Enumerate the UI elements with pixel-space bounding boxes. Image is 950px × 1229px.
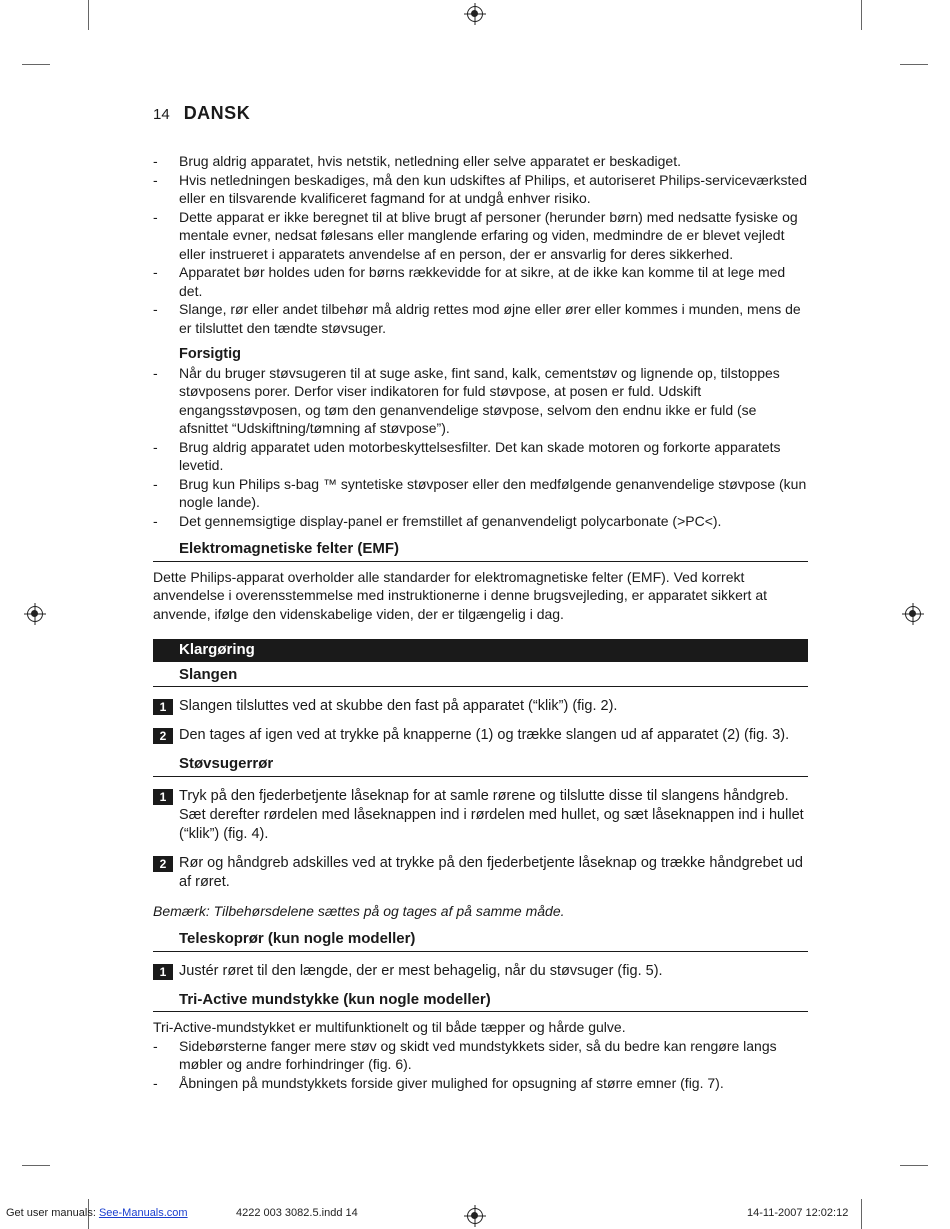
emf-heading: Elektromagnetiske felter (EMF) bbox=[153, 540, 808, 562]
step-number: 1 bbox=[153, 964, 173, 980]
footer-file-name: 4222 003 3082.5.indd 14 bbox=[236, 1207, 358, 1219]
crop-mark bbox=[22, 64, 50, 65]
list-item: - Dette apparat er ikke beregnet til at blive brugt af personer (herunder børn) med nedsatte fysiske og mentale evner, nedsat følesans eller manglende erfaring og viden, medmindre de er blevet vejledt eller instrueret i apparatets anvendelse af en person, der er ansvarlig for deres sikkerhed. bbox=[153, 208, 808, 264]
step bbox=[153, 697, 808, 716]
step bbox=[153, 962, 808, 981]
crop-mark bbox=[861, 1199, 862, 1229]
registration-mark-icon bbox=[467, 1208, 483, 1224]
page-content bbox=[153, 152, 808, 1092]
list-item: - Åbningen på mundstykkets forside giver mulighed for opsugning af større emner (fig. 7). bbox=[153, 1074, 808, 1093]
step bbox=[153, 787, 808, 844]
list-item: - Når du bruger støvsugeren til at suge aske, fint sand, kalk, cementstøv og lignende op, tilstoppes støvposens porer. Derfor viser indikatoren for fuld støvpose, at posen er fuld. Udskift engangsstøvposen, og tøm den genanvendelige støvpose, selvom den endnu ikke er fuld (se afsnittet “Udskiftning/tømning af støvpose”). bbox=[153, 364, 808, 438]
intro-list bbox=[153, 152, 808, 337]
list-item: - Sidebørsterne fanger mere støv og skidt ved mundstykkets sider, så du bedre kan rengøre langs møbler og andre forhindringer (fig. 6). bbox=[153, 1037, 808, 1074]
registration-mark-icon bbox=[467, 6, 483, 22]
list-item: - Brug aldrig apparatet, hvis netstik, netledning eller selve apparatet er beskadiget. bbox=[153, 152, 808, 171]
step bbox=[153, 854, 808, 892]
note: Bemærk: Tilbehørsdelene sættes på og tages af på samme måde. bbox=[153, 902, 565, 919]
list-item: - Brug aldrig apparatet uden motorbeskyttelsesfilter. Det kan skade motoren og forkorte apparatets levetid. bbox=[153, 438, 808, 475]
manuals-link[interactable]: See-Manuals.com bbox=[98, 1207, 188, 1219]
step-text: Den tages af igen ved at trykke på knapperne (1) og trække slangen ud af apparatet (2) (fig. 3). bbox=[179, 727, 790, 743]
list-item: - Slange, rør eller andet tilbehør må aldrig rettes mod øjne eller ører eller kommes i munden, mens de er tilsluttet den tændte støvsuger. bbox=[153, 300, 808, 337]
teleskop-heading: Teleskoprør (kun nogle modeller) bbox=[153, 930, 808, 952]
klargoring-heading: Klargøring bbox=[153, 639, 808, 662]
emf-paragraph: Dette Philips-apparat overholder alle standarder for elektromagnetiske felter (EMF). Ved korrekt anvendelse i overensstemmelse med instruktionerne i denne brugsvejleding, er apparatet sikkert at anvende, ifølge den videnskabelige viden, der er tilgængelig i dag. bbox=[153, 568, 768, 622]
list-item: - Det gennemsigtige display-panel er fremstillet af genanvendeligt polycarbonate (>PC<). bbox=[153, 512, 808, 531]
step-number: 2 bbox=[153, 728, 173, 744]
step-number: 1 bbox=[153, 789, 173, 805]
step-text: Tryk på den fjederbetjente låseknap for at samle rørene og tilslutte disse til slangens håndgreb. Sæt derefter rørdelen med låseknappen ind i rørdelen med hullet, og sæt låseknappen ind i hullet (“klik”) (fig. 4). bbox=[179, 787, 804, 842]
crop-mark bbox=[900, 1165, 928, 1166]
stovsugerror-heading: Støvsugerrør bbox=[153, 755, 808, 777]
registration-mark-icon bbox=[27, 606, 43, 622]
get-manuals-label: Get user manuals: bbox=[6, 1207, 96, 1219]
step-text: Justér røret til den længde, der er mest behagelig, når du støvsuger (fig. 5). bbox=[179, 962, 663, 979]
step-number: 1 bbox=[153, 699, 173, 715]
list-item: - Apparatet bør holdes uden for børns rækkevidde for at sikre, at de ikke kan komme til at lege med det. bbox=[153, 263, 808, 300]
footer-get-manuals bbox=[6, 1207, 188, 1219]
triactive-list bbox=[153, 1037, 808, 1093]
footer-date: 14-11-2007 12:02:12 bbox=[747, 1207, 849, 1219]
list-item: - Hvis netledningen beskadiges, må den kun udskiftes af Philips, et autoriseret Philips-serviceværksted eller en tilsvarende kvalificeret fagmand for at undgå enhver risiko. bbox=[153, 171, 808, 208]
step-number: 2 bbox=[153, 856, 173, 872]
triactive-heading: Tri-Active mundstykke (kun nogle modeller) bbox=[153, 991, 808, 1013]
step-text: Rør og håndgreb adskilles ved at trykke på den fjederbetjente låseknap og trække håndgrebet ud af røret. bbox=[179, 854, 803, 890]
caution-list bbox=[153, 364, 808, 531]
caution-heading: Forsigtig bbox=[179, 346, 242, 362]
step-text: Slangen tilsluttes ved at skubbe den fast på apparatet (“klik”) (fig. 2). bbox=[179, 698, 618, 714]
crop-mark bbox=[900, 64, 928, 65]
crop-mark bbox=[88, 0, 89, 30]
crop-mark bbox=[22, 1165, 50, 1166]
registration-mark-icon bbox=[905, 606, 921, 622]
slangen-heading: Slangen bbox=[153, 666, 808, 688]
step bbox=[153, 726, 808, 745]
page-header bbox=[153, 103, 250, 124]
list-item: - Brug kun Philips s-bag ™ syntetiske støvposer eller den medfølgende genanvendelige støvpose (kun nogle lande). bbox=[153, 475, 808, 512]
crop-mark bbox=[861, 0, 862, 30]
triactive-paragraph: Tri-Active-mundstykket er multifunktionelt og til både tæpper og hårde gulve. bbox=[153, 1019, 626, 1035]
language-title: DANSK bbox=[183, 103, 251, 123]
page-number: 14 bbox=[153, 106, 170, 123]
